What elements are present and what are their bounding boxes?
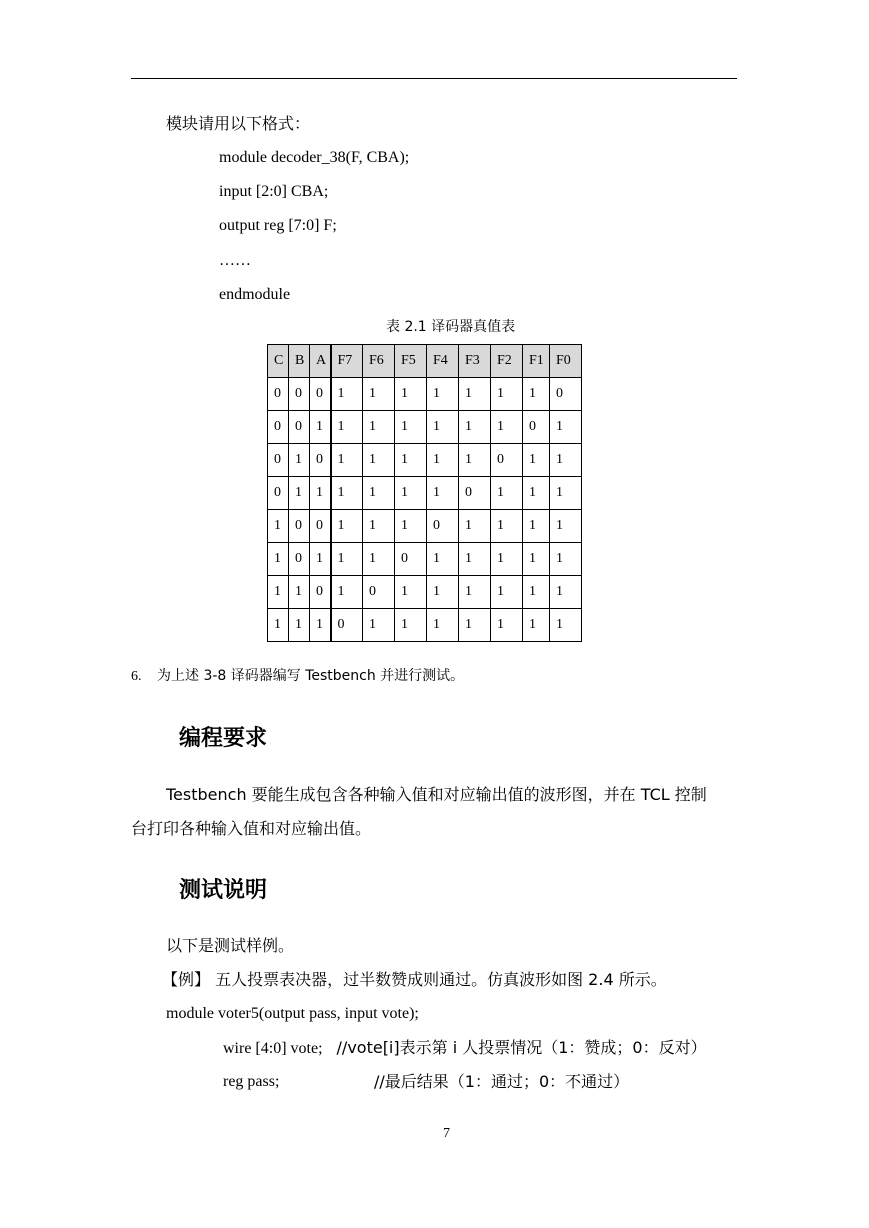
table-cell: 1 xyxy=(395,609,427,642)
code-comment: //vote[i]表示第 i 人投票情况（1：赞成；0：反对） xyxy=(336,1038,707,1057)
table-cell: 1 xyxy=(289,609,310,642)
list-text: 为上述 3-8 译码器编写 Testbench 并进行测试。 xyxy=(157,668,465,684)
table-cell: 1 xyxy=(268,543,289,576)
table-cell: 0 xyxy=(289,378,310,411)
table-cell: 1 xyxy=(427,444,459,477)
table-cell: 1 xyxy=(523,378,550,411)
table-cell: 1 xyxy=(550,510,582,543)
code-line: endmodule xyxy=(219,286,291,303)
header-cell: A xyxy=(310,345,331,378)
table-cell: 1 xyxy=(395,576,427,609)
table-cell: 1 xyxy=(331,576,363,609)
code-line: input [2:0] CBA; xyxy=(219,183,329,200)
table-cell: 0 xyxy=(268,444,289,477)
table-cell: 1 xyxy=(395,378,427,411)
table-cell: 0 xyxy=(395,543,427,576)
table-cell: 0 xyxy=(310,510,331,543)
code-comment: //最后结果（1：通过；0：不通过） xyxy=(374,1072,630,1091)
table-cell: 1 xyxy=(459,510,491,543)
table-cell: 1 xyxy=(268,576,289,609)
table-cell: 1 xyxy=(310,477,331,510)
table-cell: 0 xyxy=(268,477,289,510)
table-cell: 0 xyxy=(459,477,491,510)
table-cell: 1 xyxy=(459,576,491,609)
table-cell: 1 xyxy=(550,609,582,642)
header-cell: F4 xyxy=(427,345,459,378)
table-cell: 1 xyxy=(310,411,331,444)
table-cell: 0 xyxy=(289,543,310,576)
table-cell: 0 xyxy=(363,576,395,609)
table-cell: 1 xyxy=(491,477,523,510)
list-number: 6. xyxy=(131,669,142,684)
page-number: 7 xyxy=(443,1126,450,1141)
table-cell: 1 xyxy=(523,576,550,609)
table-cell: 0 xyxy=(310,576,331,609)
header-cell: F2 xyxy=(491,345,523,378)
table-cell: 1 xyxy=(491,411,523,444)
list-item-6 xyxy=(131,667,464,686)
table-cell: 1 xyxy=(523,543,550,576)
header-cell: F1 xyxy=(523,345,550,378)
table-header-row xyxy=(268,345,582,378)
table-cell: 0 xyxy=(550,378,582,411)
code-line: module decoder_38(F, CBA); xyxy=(219,149,410,166)
table-cell: 1 xyxy=(363,609,395,642)
table-cell: 1 xyxy=(459,444,491,477)
table-cell: 1 xyxy=(331,477,363,510)
table-cell: 1 xyxy=(550,444,582,477)
table-cell: 0 xyxy=(491,444,523,477)
table-cell: 1 xyxy=(363,543,395,576)
code-line: module voter5(output pass, input vote); xyxy=(166,1005,419,1022)
table-cell: 1 xyxy=(395,477,427,510)
table-row xyxy=(268,576,582,609)
table-cell: 1 xyxy=(550,576,582,609)
table-cell: 1 xyxy=(427,609,459,642)
table-cell: 0 xyxy=(268,378,289,411)
table-cell: 1 xyxy=(427,543,459,576)
table-row xyxy=(268,477,582,510)
header-cell: F5 xyxy=(395,345,427,378)
table-cell: 1 xyxy=(427,378,459,411)
table-cell: 1 xyxy=(331,510,363,543)
table-cell: 1 xyxy=(491,576,523,609)
table-cell: 1 xyxy=(331,543,363,576)
table-cell: 1 xyxy=(310,609,331,642)
table-cell: 1 xyxy=(491,510,523,543)
table-cell: 1 xyxy=(459,609,491,642)
table-row xyxy=(268,543,582,576)
table-cell: 1 xyxy=(395,510,427,543)
header-cell: F6 xyxy=(363,345,395,378)
table-cell: 1 xyxy=(491,543,523,576)
table-cell: 1 xyxy=(427,411,459,444)
table-cell: 1 xyxy=(459,411,491,444)
table-cell: 0 xyxy=(289,510,310,543)
table-cell: 0 xyxy=(427,510,459,543)
intro-text: 模块请用以下格式： xyxy=(166,114,311,133)
code-line: reg pass; xyxy=(223,1073,280,1090)
table-cell: 1 xyxy=(331,378,363,411)
code-text: wire [4:0] vote; xyxy=(223,1040,323,1057)
table-cell: 0 xyxy=(523,411,550,444)
table-cell: 1 xyxy=(289,576,310,609)
table-cell: 1 xyxy=(427,576,459,609)
table-cell: 1 xyxy=(427,477,459,510)
table-cell: 1 xyxy=(550,411,582,444)
table-cell: 1 xyxy=(363,510,395,543)
table-row xyxy=(268,444,582,477)
table-cell: 0 xyxy=(268,411,289,444)
table-cell: 1 xyxy=(395,444,427,477)
table-row xyxy=(268,609,582,642)
table-cell: 1 xyxy=(459,378,491,411)
table-cell: 1 xyxy=(523,444,550,477)
table-cell: 0 xyxy=(310,444,331,477)
truth-table xyxy=(267,344,582,642)
code-line xyxy=(223,1038,707,1059)
table-cell: 1 xyxy=(363,477,395,510)
table-cell: 1 xyxy=(459,543,491,576)
table-caption: 表 2.1 译码器真值表 xyxy=(386,319,516,335)
table-cell: 1 xyxy=(289,477,310,510)
header-cell: F3 xyxy=(459,345,491,378)
code-line: output reg [7:0] F; xyxy=(219,217,337,234)
table-cell: 1 xyxy=(550,477,582,510)
table-cell: 0 xyxy=(331,609,363,642)
table-cell: 1 xyxy=(310,543,331,576)
table-cell: 1 xyxy=(363,411,395,444)
table-cell: 1 xyxy=(395,411,427,444)
table-row xyxy=(268,378,582,411)
table-cell: 1 xyxy=(523,609,550,642)
table-cell: 0 xyxy=(289,411,310,444)
table-cell: 1 xyxy=(268,609,289,642)
code-line: …… xyxy=(219,252,251,269)
header-cell: C xyxy=(268,345,289,378)
header-cell: F7 xyxy=(331,345,363,378)
paragraph-line: 以下是测试样例。 xyxy=(166,936,295,955)
header-cell: F0 xyxy=(550,345,582,378)
table-row xyxy=(268,510,582,543)
header-cell: B xyxy=(289,345,310,378)
table-row xyxy=(268,411,582,444)
table-cell: 1 xyxy=(331,411,363,444)
table-cell: 0 xyxy=(310,378,331,411)
table-cell: 1 xyxy=(491,609,523,642)
table-cell: 1 xyxy=(550,543,582,576)
example-line: 【例】 五人投票表决器，过半数赞成则通过。仿真波形如图 2.4 所示。 xyxy=(162,970,667,989)
section-heading-test: 测试说明 xyxy=(179,878,268,903)
table-cell: 1 xyxy=(523,477,550,510)
table-cell: 1 xyxy=(268,510,289,543)
table-cell: 1 xyxy=(289,444,310,477)
table-cell: 1 xyxy=(363,444,395,477)
paragraph-line: Testbench 要能生成包含各种输入值和对应输出值的波形图，并在 TCL 控制 xyxy=(166,785,707,804)
table-cell: 1 xyxy=(331,444,363,477)
section-heading-requirements: 编程要求 xyxy=(179,726,268,751)
table-cell: 1 xyxy=(363,378,395,411)
table-cell: 1 xyxy=(523,510,550,543)
header-rule xyxy=(131,78,737,79)
paragraph-line: 台打印各种输入值和对应输出值。 xyxy=(131,819,372,838)
table-cell: 1 xyxy=(491,378,523,411)
